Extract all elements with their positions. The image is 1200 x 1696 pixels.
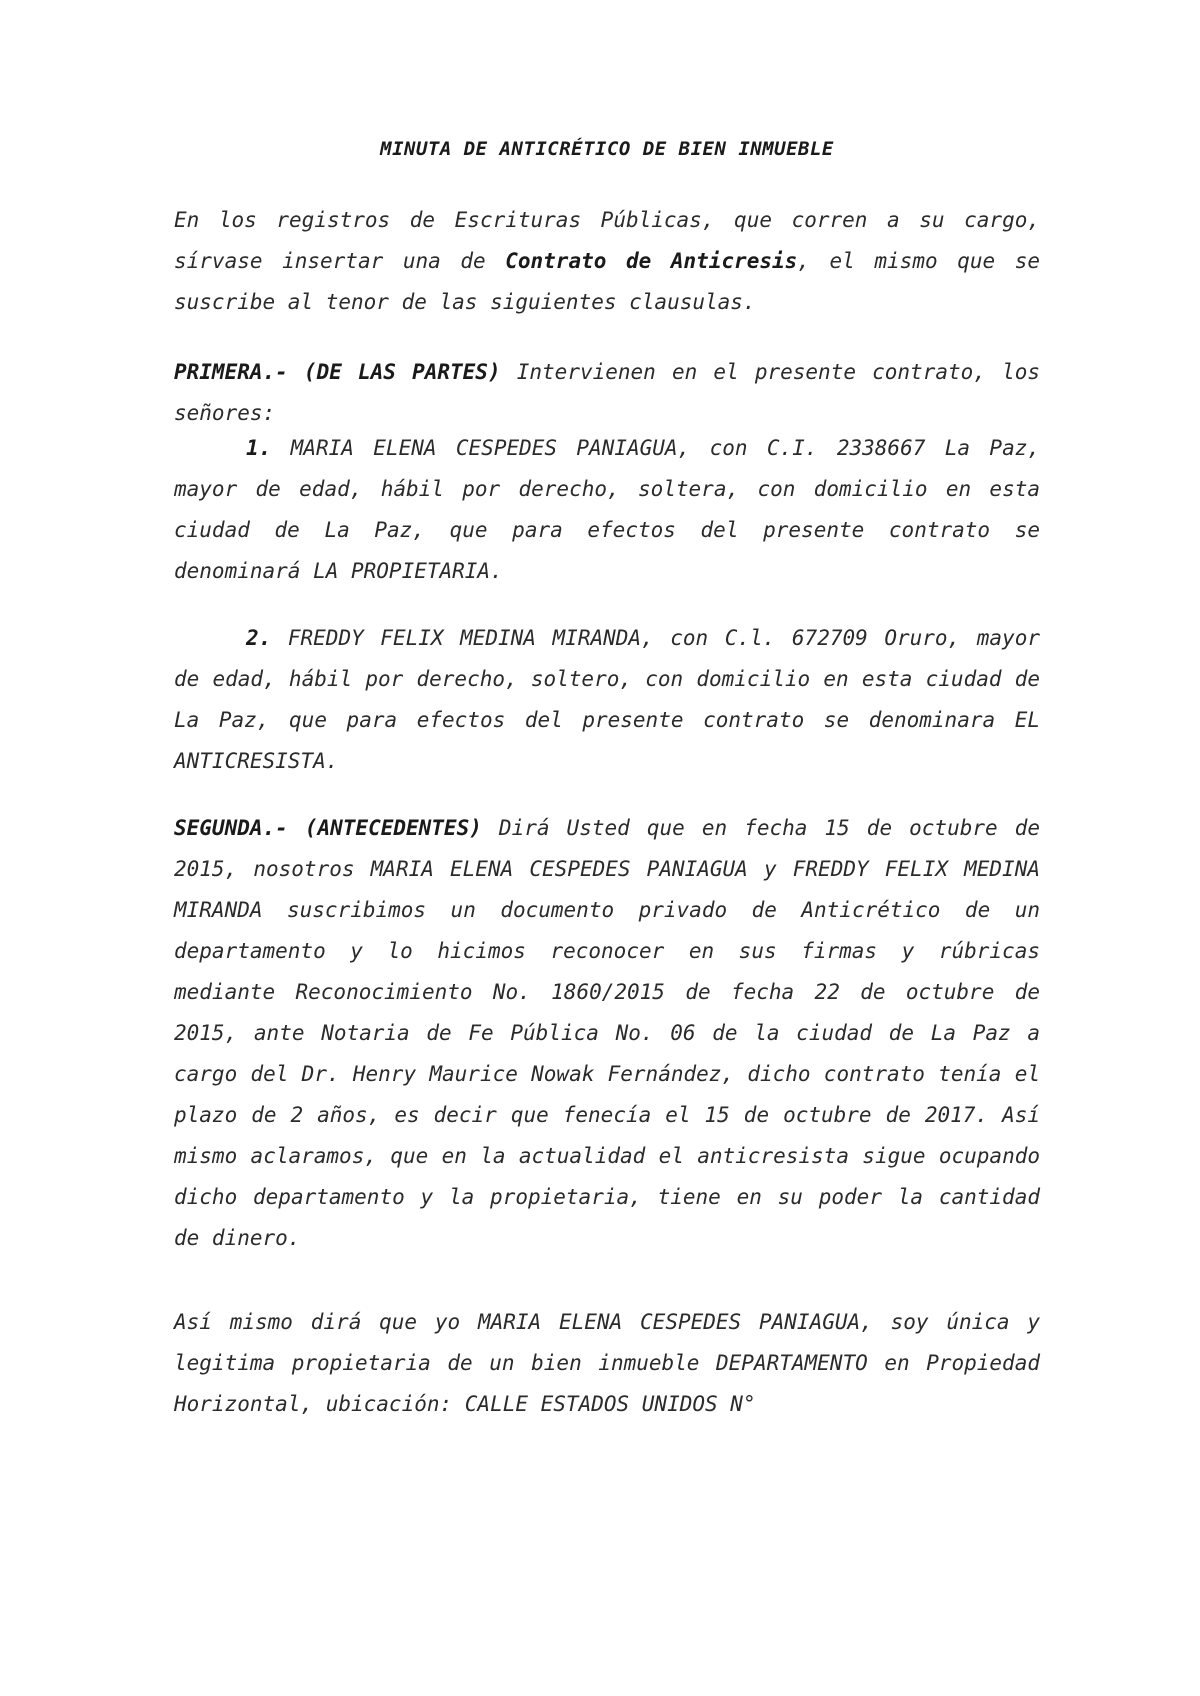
document-title: MINUTA DE ANTICRÉTICO DE BIEN INMUEBLE	[380, 138, 834, 160]
clause-primera	[174, 352, 1040, 434]
clause-segunda-text: Dirá Usted que en fecha 15 de octubre de 2015, nosotros MARIA ELENA CESPEDES PANIAGUA y FREDDY FELIX MEDINA MIRANDA suscribimos un documento privado de Anticrético de un departamento y lo hicimos reconocer en sus firmas y rúbricas mediante Reconocimiento No. 1860/2015 de fecha 22 de octubre de 2015, ante Notaria de Fe Pública No. 06 de la ciudad de La Paz a cargo del Dr. Henry Maurice Nowak Fernández, dicho contrato tenía el plazo de 2 años, es decir que fenecía el 15 de octubre de 2017. Así mismo aclaramos, que en la actualidad el anticresista sigue ocupando dicho departamento y la propietaria, tiene en su poder la cantidad de dinero.	[174, 816, 1040, 1250]
clause-primera-text: Intervienen en el presente contrato, los señores:	[174, 360, 1040, 425]
party-2	[174, 618, 1040, 782]
party-1	[174, 428, 1040, 592]
final-paragraph: Así mismo dirá que yo MARIA ELENA CESPEDES PANIAGUA, soy única y legitima propietaria de un bien inmueble DEPARTAMENTO en Propiedad Horizontal, ubicación: CALLE ESTADOS UNIDOS N°	[174, 1310, 1040, 1416]
party-2-number: 2.	[246, 626, 272, 650]
clause-segunda-heading: SEGUNDA.- (ANTECEDENTES)	[174, 816, 482, 840]
party-1-text: MARIA ELENA CESPEDES PANIAGUA, con C.I. 2338667 La Paz, mayor de edad, hábil por derecho, soltera, con domicilio en esta ciudad de La Paz, que para efectos del presente contrato se denominará LA PROPIETARIA.	[174, 436, 1040, 583]
intro-text-start: En los registros de Escrituras Públicas, que corren a su cargo, sírvase insertar una de	[174, 208, 1040, 273]
party-1-number: 1.	[246, 436, 272, 460]
clause-primera-heading: PRIMERA.- (DE LAS PARTES)	[174, 360, 501, 384]
contract-type-bold: Contrato de Anticresis	[505, 249, 798, 273]
party-2-text: FREDDY FELIX MEDINA MIRANDA, con C.l. 672709 Oruro, mayor de edad, hábil por derecho, soltero, con domicilio en esta ciudad de La Paz, que para efectos del presente contrato se denominara EL ANTICRESISTA.	[174, 626, 1040, 773]
intro-paragraph	[174, 200, 1040, 323]
intro-text-end: , el mismo que se suscribe al tenor de las siguientes clausulas.	[174, 249, 1041, 314]
clause-segunda	[174, 808, 1040, 1259]
